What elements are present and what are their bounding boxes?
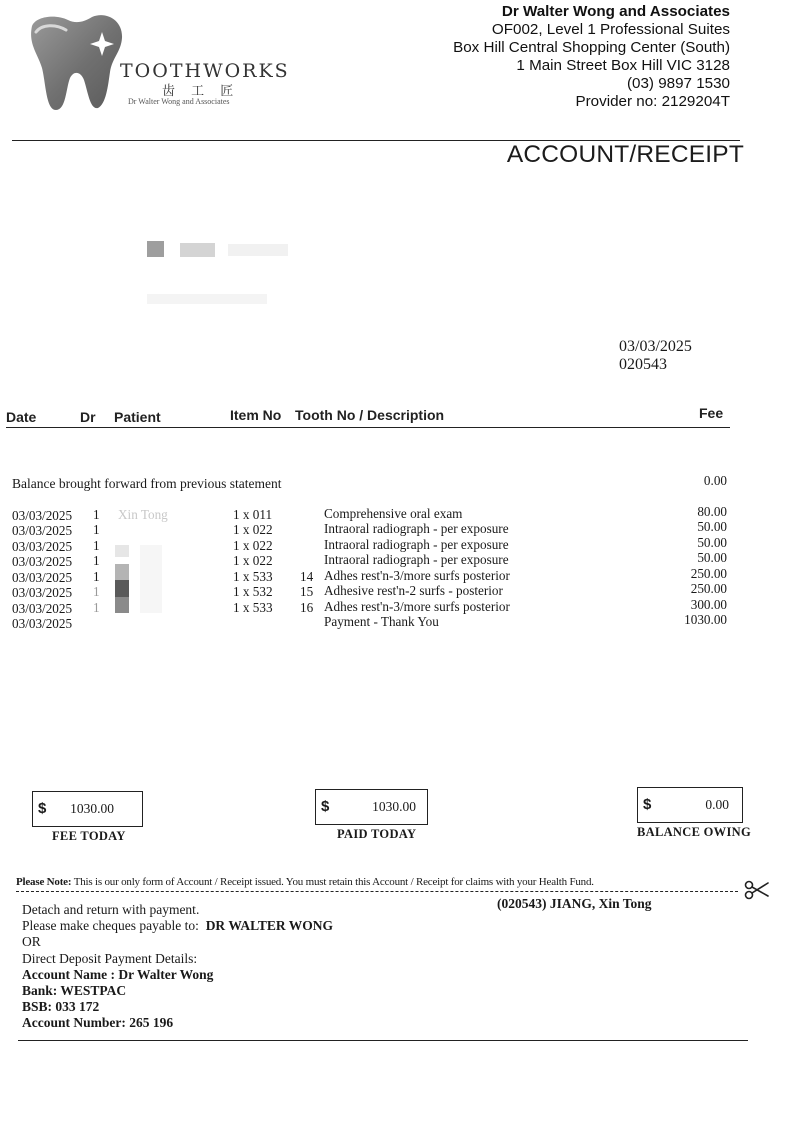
col-header-fee: Fee xyxy=(699,405,724,421)
row-date: 03/03/2025 xyxy=(12,508,73,523)
document-title: ACCOUNT/RECEIPT xyxy=(506,141,744,168)
row-description: Adhes rest'n-3/more surfs posterior xyxy=(324,599,510,614)
tear-line xyxy=(16,891,738,892)
bank-name: Bank: WESTPAC xyxy=(22,983,127,999)
row-fee: 50.00 xyxy=(697,519,727,534)
document-meta xyxy=(619,338,692,374)
row-fee: 50.00 xyxy=(697,535,727,550)
row-date: 03/03/2025 xyxy=(12,616,73,631)
row-tooth: 15 xyxy=(300,584,314,599)
col-header-date: Date xyxy=(6,409,37,425)
row-fee: 50.00 xyxy=(697,550,727,565)
redacted-patient xyxy=(140,545,162,613)
row-tooth: 16 xyxy=(300,600,314,615)
row-item: 1 x 022 xyxy=(233,522,273,537)
practice-logo xyxy=(26,12,296,112)
row-description: Adhesive rest'n-2 surfs - posterior xyxy=(324,583,503,598)
logo-chinese: 齿 工 匠 xyxy=(162,84,240,99)
row-fee: 1030.00 xyxy=(684,612,727,627)
currency-symbol: $ xyxy=(38,800,47,817)
fee-today-box xyxy=(32,791,143,827)
row-tooth: 14 xyxy=(300,569,314,584)
document-date: 03/03/2025 xyxy=(619,338,692,355)
balance-owing-label: BALANCE OWING xyxy=(637,825,751,839)
row-item: 1 x 533 xyxy=(233,569,273,584)
balance-owing-value: 0.00 xyxy=(705,797,729,812)
redacted-block xyxy=(147,294,267,304)
row-dr: 1 xyxy=(93,538,100,553)
row-item: 1 x 532 xyxy=(233,584,273,599)
logo-wordmark: TOOTHWORKS xyxy=(120,60,290,82)
row-dr: 1 xyxy=(93,507,100,522)
paid-today-value: 1030.00 xyxy=(372,799,416,814)
row-description: Intraoral radiograph - per exposure xyxy=(324,537,509,552)
col-header-patient: Patient xyxy=(114,409,161,425)
redacted-patient xyxy=(115,545,129,557)
row-fee: 250.00 xyxy=(690,566,727,581)
row-item: 1 x 011 xyxy=(233,507,273,522)
row-date: 03/03/2025 xyxy=(12,523,73,538)
row-dr: 1 xyxy=(93,522,100,537)
row-dr: 1 xyxy=(93,569,100,584)
note-text: This is our only form of Account / Receipt issued. You must retain this Account / Receipt for claims with your Health Fund. xyxy=(73,876,594,888)
row-dr: 1 xyxy=(93,600,100,615)
row-fee: 300.00 xyxy=(690,597,727,612)
row-fee: 250.00 xyxy=(690,581,727,596)
practice-address-line: Box Hill Central Shopping Center (South) xyxy=(453,39,730,56)
balance-forward-label: Balance brought forward from previous statement xyxy=(12,476,282,491)
provider-number: Provider no: 2129204T xyxy=(575,93,730,110)
row-patient: Xin Tong xyxy=(118,507,168,522)
row-date: 03/03/2025 xyxy=(12,539,73,554)
remittance-slip xyxy=(22,902,333,1032)
or-separator: OR xyxy=(22,934,41,950)
row-date: 03/03/2025 xyxy=(12,570,73,585)
footer-divider xyxy=(18,1040,748,1041)
currency-symbol: $ xyxy=(643,796,652,813)
practice-name: Dr Walter Wong and Associates xyxy=(501,3,730,20)
cheque-instruction xyxy=(22,918,333,934)
note-label: Please Note: xyxy=(16,876,72,888)
row-description: Adhes rest'n-3/more surfs posterior xyxy=(324,568,510,583)
fee-today-value: 1030.00 xyxy=(70,801,114,816)
currency-symbol: $ xyxy=(321,798,330,815)
row-description: Comprehensive oral exam xyxy=(324,506,463,521)
bsb-number: BSB: 033 172 xyxy=(22,999,100,1015)
paid-today-label: PAID TODAY xyxy=(337,827,417,841)
redacted-block xyxy=(147,241,164,257)
redacted-block xyxy=(180,243,215,257)
detach-instruction: Detach and return with payment. xyxy=(22,902,200,917)
practice-phone: (03) 9897 1530 xyxy=(626,75,730,92)
document-reference: 020543 xyxy=(619,356,667,373)
account-number: Account Number: 265 196 xyxy=(22,1015,174,1031)
account-name: Account Name : Dr Walter Wong xyxy=(22,966,214,982)
fee-today-label: FEE TODAY xyxy=(52,829,126,843)
paid-today-box xyxy=(315,789,428,825)
practice-address-line: OF002, Level 1 Professional Suites xyxy=(491,21,730,38)
practice-details xyxy=(453,3,730,111)
redacted-patient xyxy=(115,597,129,613)
row-item: 1 x 022 xyxy=(233,538,273,553)
redacted-block xyxy=(228,244,288,256)
row-item: 1 x 022 xyxy=(233,553,273,568)
row-date: 03/03/2025 xyxy=(12,554,73,569)
redacted-patient xyxy=(115,580,129,597)
row-dr: 1 xyxy=(93,584,100,599)
remittance-patient-ref: (020543) JIANG, Xin Tong xyxy=(497,896,652,911)
col-header-item: Item No xyxy=(230,407,282,423)
practice-address-line: 1 Main Street Box Hill VIC 3128 xyxy=(516,57,730,74)
tooth-logo-icon xyxy=(26,12,126,112)
receipt-note xyxy=(16,876,594,888)
row-description: Payment - Thank You xyxy=(324,614,439,629)
balance-forward-fee: 0.00 xyxy=(703,473,727,488)
row-fee: 80.00 xyxy=(697,504,727,519)
redacted-patient xyxy=(115,564,129,580)
table-header-divider xyxy=(6,427,730,428)
row-description: Intraoral radiograph - per exposure xyxy=(324,521,509,536)
row-description: Intraoral radiograph - per exposure xyxy=(324,552,509,567)
row-dr: 1 xyxy=(93,553,100,568)
cheque-label: Please make cheques payable to: xyxy=(22,918,199,934)
logo-subtitle: Dr Walter Wong and Associates xyxy=(128,97,230,106)
row-date: 03/03/2025 xyxy=(12,601,73,616)
balance-owing-box xyxy=(637,787,743,823)
row-item: 1 x 533 xyxy=(233,600,273,615)
cheque-payee: DR WALTER WONG xyxy=(205,918,333,934)
row-date: 03/03/2025 xyxy=(12,585,73,600)
scissors-icon xyxy=(744,880,770,900)
col-header-dr: Dr xyxy=(80,409,96,425)
deposit-heading: Direct Deposit Payment Details: xyxy=(22,950,198,966)
col-header-description: Tooth No / Description xyxy=(295,407,445,423)
